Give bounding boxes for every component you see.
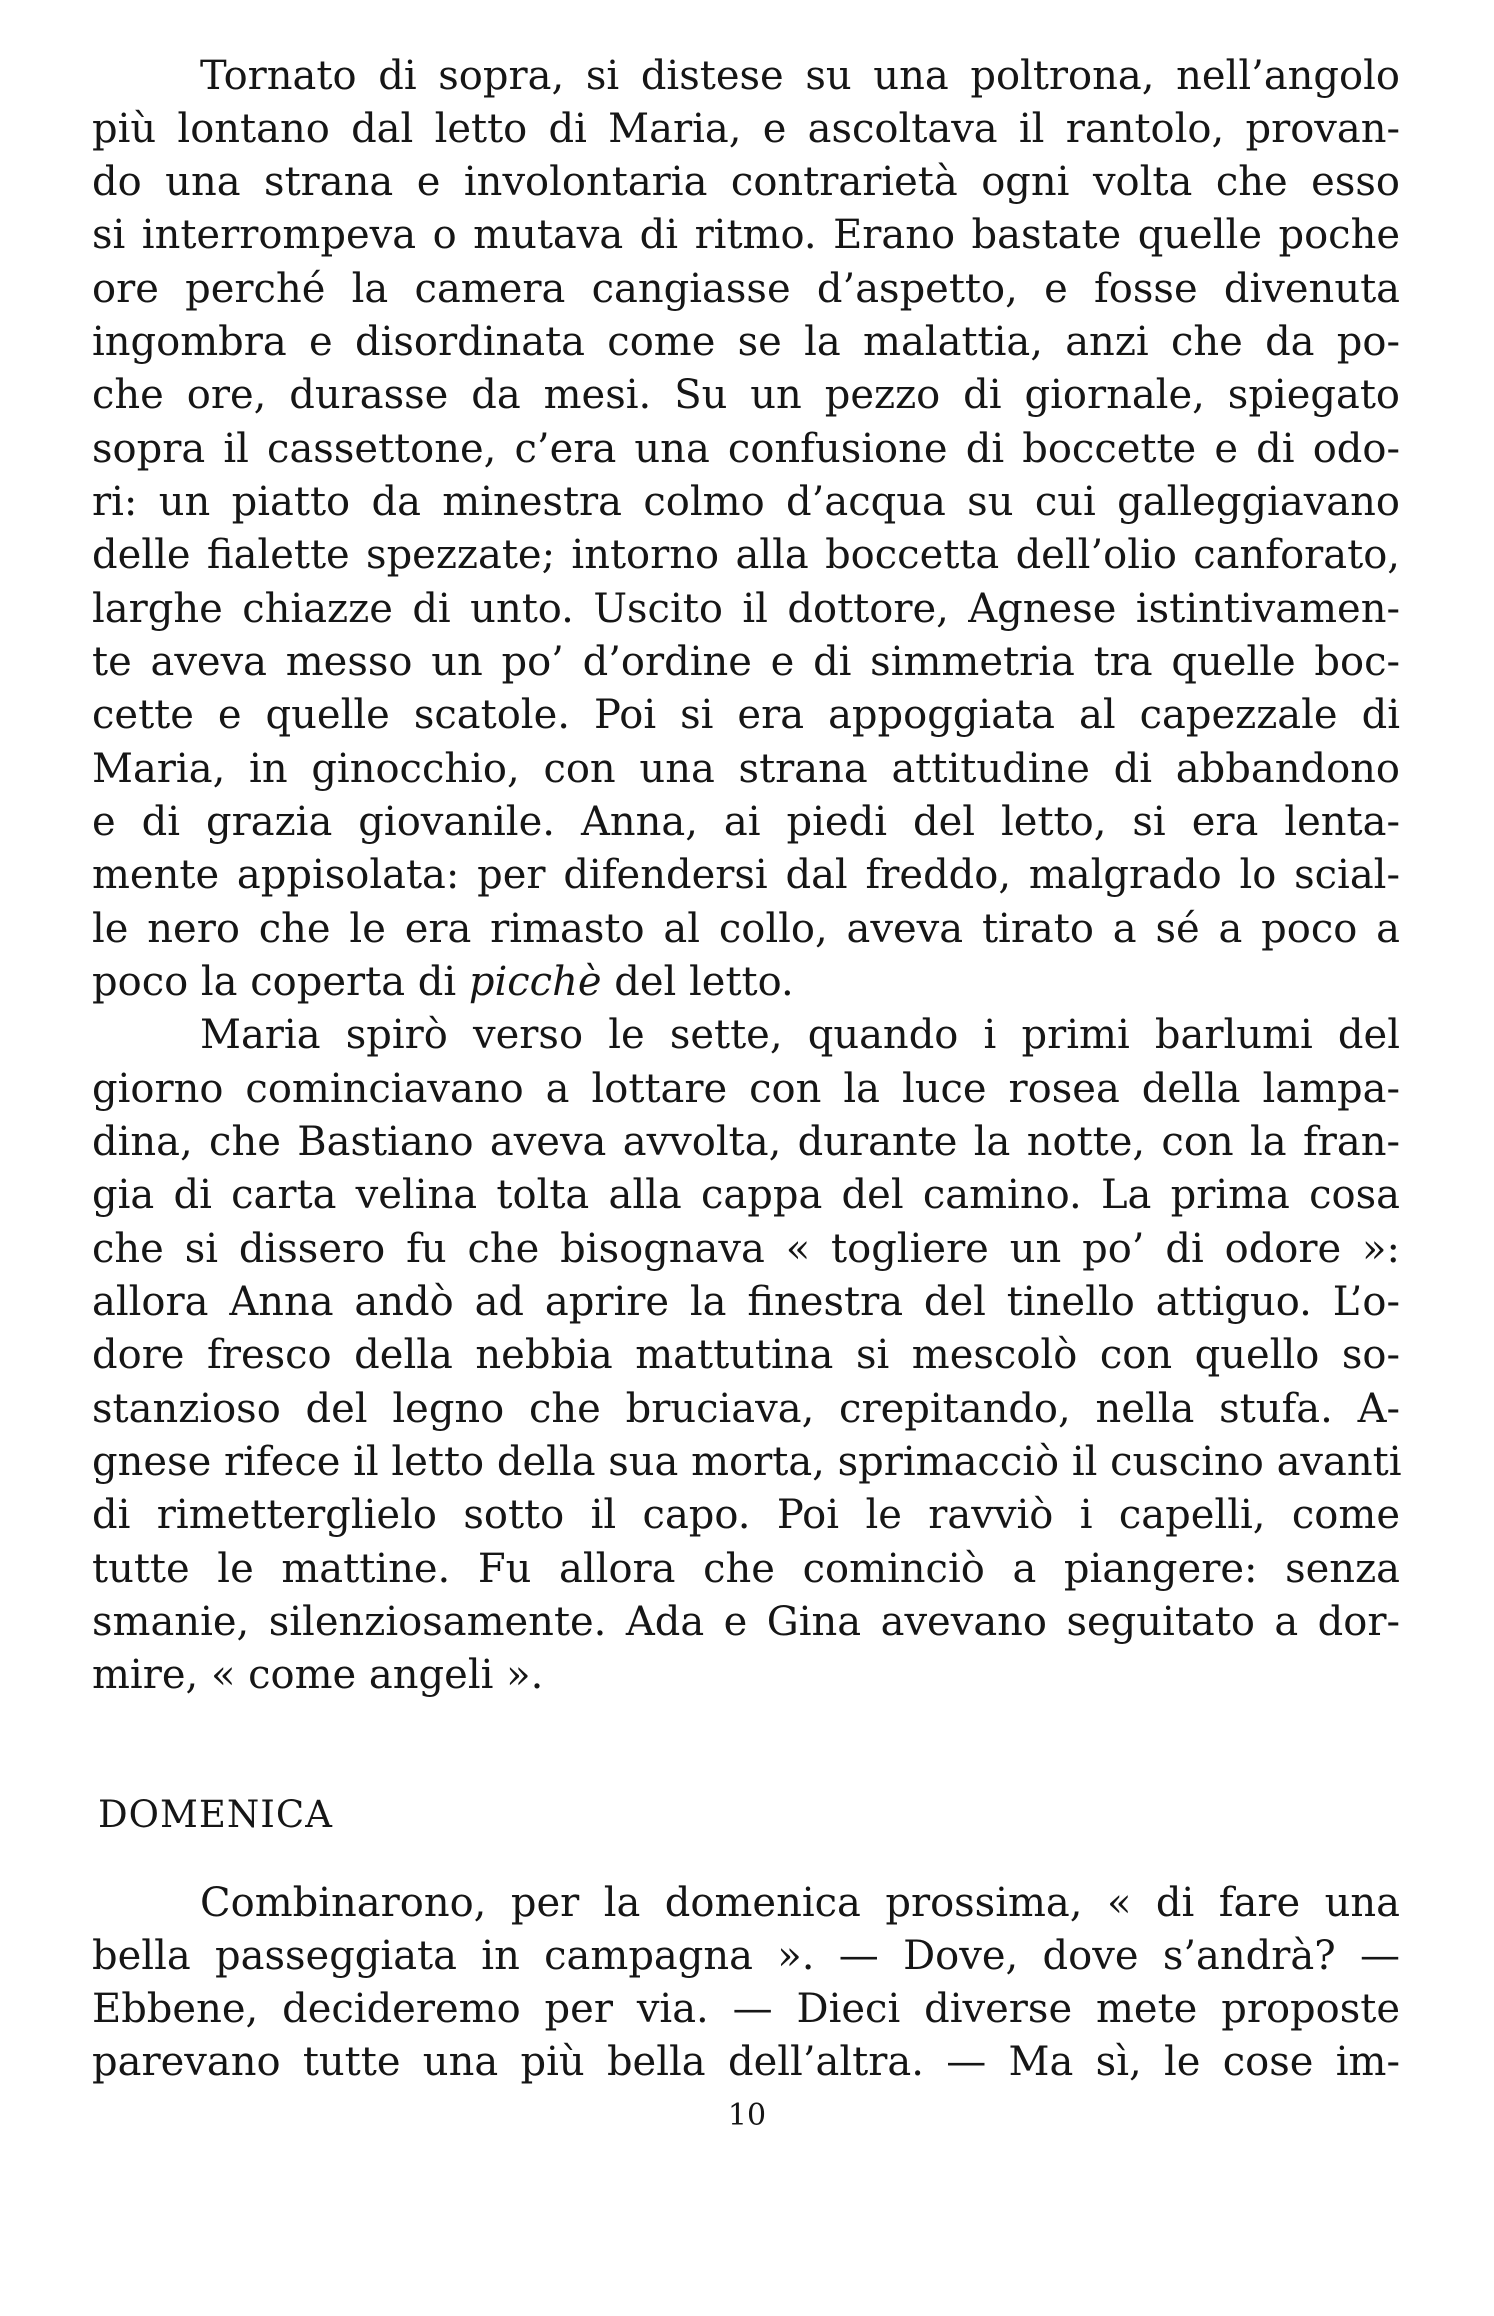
paragraph-2-line: giorno cominciavano a lottare con la luce rosea della lampa-	[92, 1066, 1400, 1112]
paragraph-1-line: e di grazia giovanile. Anna, ai piedi del letto, si era lenta-	[92, 799, 1400, 845]
paragraph-1-last-line-text: poco la coperta di picchè del letto.	[92, 959, 794, 1005]
paragraph-1-line: do una strana e involontaria contrarietà ogni volta che esso	[92, 159, 1400, 205]
paragraph-1-line: cette e quelle scatole. Poi si era appoggiata al capezzale di	[92, 692, 1400, 738]
paragraph-1-line: mente appisolata: per difendersi dal freddo, malgrado lo scial-	[92, 852, 1400, 898]
italic-term: picchè	[468, 959, 602, 1005]
paragraph-3-line: parevano tutte una più bella dell’altra. — Ma sì, le cose im-	[92, 2039, 1400, 2085]
paragraph-1-line: più lontano dal letto di Maria, e ascoltava il rantolo, provan-	[92, 106, 1400, 152]
paragraph-2-line: di rimetterglielo sotto il capo. Poi le ravviò i capelli, come	[92, 1492, 1400, 1538]
paragraph-1-line: sopra il cassettone, c’era una confusione di boccette e di odo-	[92, 426, 1400, 472]
paragraph-2-line: che si dissero fu che bisognava « togliere un po’ di odore »:	[92, 1226, 1400, 1272]
paragraph-1-line: le nero che le era rimasto al collo, aveva tirato a sé a poco a	[92, 906, 1400, 952]
paragraph-2-line: tutte le mattine. Fu allora che cominciò a piangere: senza	[92, 1546, 1400, 1592]
paragraph-2-line: gnese rifece il letto della sua morta, sprimacciò il cuscino avanti	[92, 1439, 1402, 1485]
paragraph-3-line: Ebbene, decideremo per via. — Dieci diverse mete proposte	[92, 1986, 1400, 2032]
paragraph-1-line: delle fialette spezzate; intorno alla boccetta dell’olio canforato,	[92, 532, 1400, 578]
paragraph-2-line: dore fresco della nebbia mattutina si mescolò con quello so-	[92, 1332, 1400, 1378]
paragraph-1-last-line	[92, 957, 1400, 1007]
paragraph-3-line: Combinarono, per la domenica prossima, « di fare una	[200, 1880, 1400, 1926]
paragraph-1-line: larghe chiazze di unto. Uscito il dottore, Agnese istintivamen-	[92, 586, 1400, 632]
paragraph-2-line: allora Anna andò ad aprire la finestra del tinello attiguo. L’o-	[92, 1279, 1400, 1325]
paragraph-1-line: che ore, durasse da mesi. Su un pezzo di giornale, spiegato	[92, 372, 1400, 418]
section-heading: DOMENICA	[98, 1793, 333, 1836]
paragraph-1-line: ore perché la camera cangiasse d’aspetto, e fosse divenuta	[92, 266, 1400, 312]
paragraph-2-line: stanzioso del legno che bruciava, crepitando, nella stufa. A-	[92, 1386, 1400, 1432]
paragraph-2-line: dina, che Bastiano aveva avvolta, durante la notte, con la fran-	[92, 1119, 1400, 1165]
paragraph-1-line: ingombra e disordinata come se la malattia, anzi che da po-	[92, 319, 1400, 365]
paragraph-2-line: smanie, silenziosamente. Ada e Gina avevano seguitato a dor-	[92, 1599, 1400, 1645]
paragraph-1-line: Maria, in ginocchio, con una strana attitudine di abbandono	[92, 746, 1400, 792]
paragraph-1-line: Tornato di sopra, si distese su una poltrona, nell’angolo	[200, 53, 1400, 99]
paragraph-2-line: gia di carta velina tolta alla cappa del camino. La prima cosa	[92, 1172, 1400, 1218]
paragraph-3-line: bella passeggiata in campagna ». — Dove, dove s’andrà? —	[92, 1933, 1400, 1979]
paragraph-1-line: te aveva messo un po’ d’ordine e di simmetria tra quelle boc-	[92, 639, 1400, 685]
paragraph-2-line: Maria spirò verso le sette, quando i primi barlumi del	[200, 1012, 1400, 1058]
paragraph-1-line: si interrompeva o mutava di ritmo. Erano bastate quelle poche	[92, 212, 1400, 258]
paragraph-1-line: ri: un piatto da minestra colmo d’acqua su cui galleggiavano	[92, 479, 1400, 525]
page-number: 10	[727, 2098, 767, 2133]
paragraph-2-last-line: mire, « come angeli ».	[92, 1652, 544, 1698]
